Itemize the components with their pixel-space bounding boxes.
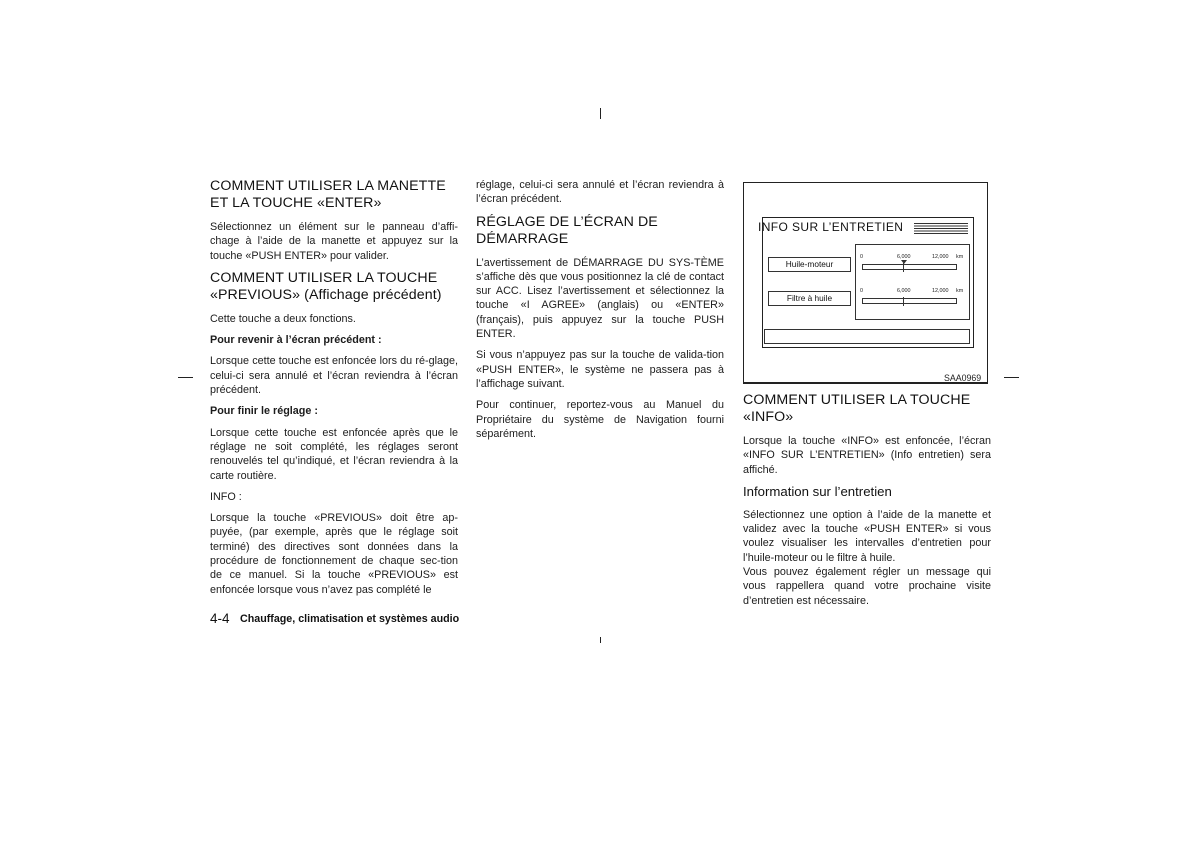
column-right — [743, 392, 991, 615]
huile-moteur-button: Huile-moteur — [768, 257, 851, 272]
right-crop-mark — [1004, 377, 1019, 378]
heading-previous: COMMENT UTILISER LA TOUCHE «PREVIOUS» (Affichage précédent) — [210, 269, 442, 303]
paragraph-continuation: réglage, celui-ci sera annulé et l’écran reviendra à l’écran précédent. — [476, 179, 724, 206]
message-box — [764, 329, 970, 344]
paragraph-continuer: Pour continuer, reportez-vous au Manuel du Propriétaire du système de Navigation fourni séparément. — [476, 399, 724, 440]
paragraph-avertissement: L’avertissement de DÉMARRAGE DU SYS-TÈME s’affiche dès que vous positionnez la clé de contact sur ACC. Lisez l’avertissement et sélectionnez la touche «I AGREE» (anglais) ou «ENTER» (français), puis appuyez sur la touche PUSH ENTER. — [476, 256, 724, 341]
figure-id: SAA0969 — [944, 373, 982, 383]
paragraph-fonctions: Cette touche a deux fonctions. — [210, 312, 356, 325]
paragraph-info: Lorsque la touche «PREVIOUS» doit être ap-puyée, (par exemple, après que le réglage soit terminé) des directives sont données dans la procédure de fonctionnement de chaque sec-tion de ce manuel. Si la touche «PREVIOUS» est enfoncée lorsque vous n’avez pas complété le — [210, 512, 458, 596]
scale2-unit: km — [956, 288, 964, 294]
column-middle — [476, 178, 724, 448]
filtre-huile-button: Filtre à huile — [768, 291, 851, 306]
column-left — [210, 178, 458, 597]
scale2-tick-12000: 12,000 — [932, 288, 949, 294]
scale1-tick-12000: 12,000 — [932, 254, 949, 260]
scale2-tick-0: 0 — [860, 288, 863, 294]
top-crop-mark — [600, 108, 601, 119]
scale1-bar — [862, 264, 957, 270]
section-title: Chauffage, climatisation et systèmes audio — [240, 613, 460, 625]
bottom-crop-mark — [600, 637, 601, 643]
heading-info: COMMENT UTILISER LA TOUCHE «INFO» — [743, 392, 971, 425]
interval-panel — [855, 244, 970, 320]
subheading-revenir: Pour revenir à l’écran précédent : — [210, 334, 382, 347]
heading-demarrage: RÉGLAGE DE L’ÉCRAN DE DÉMARRAGE — [476, 213, 658, 247]
scale1-tick-0: 0 — [860, 254, 863, 260]
left-crop-mark — [178, 377, 193, 378]
heading-entretien: Information sur l’entretien — [743, 483, 892, 499]
page-number: 4-4 — [210, 611, 230, 626]
screen-title: INFO SUR L’ENTRETIEN — [758, 220, 904, 234]
paragraph-finir: Lorsque cette touche est enfoncée après que le réglage ne soit complété, les réglages seront renouvelés tel qu’indiqué, et l’écran reviendra à la carte routière. — [210, 426, 458, 482]
paragraph-info-touche: Lorsque la touche «INFO» est enfoncée, l’écran «INFO SUR L’ENTRETIEN» (Info entretien) sera affiché. — [743, 435, 991, 476]
info-label: INFO : — [210, 490, 242, 503]
scale1-unit: km — [956, 254, 964, 260]
subheading-finir: Pour finir le réglage : — [210, 405, 318, 418]
figure-caption-rule — [743, 383, 988, 384]
scale2-bar — [862, 298, 957, 304]
paragraph-message: Vous pouvez également régler un message qui vous rappellera quand votre prochaine visite d’entretien est nécessaire. — [743, 566, 991, 607]
scale1-bar-mark — [903, 263, 904, 272]
paragraph-selection: Sélectionnez une option à l’aide de la manette et validez avec la touche «PUSH ENTER» si vous voulez visualiser les intervalles d’entretien pour l’huile-moteur ou le filtre à huile. — [743, 508, 991, 564]
heading-manette: COMMENT UTILISER LA MANETTE ET LA TOUCHE «ENTER» — [210, 178, 446, 211]
scale1-tick-6000: 6,000 — [897, 254, 911, 260]
figure-info-screen — [743, 182, 988, 383]
paragraph-revenir: Lorsque cette touche est enfoncée lors du ré-glage, celui-ci sera annulé et l’écran reviendra à l’écran précédent. — [210, 355, 458, 397]
scale2-tick-6000: 6,000 — [897, 288, 911, 294]
scale2-bar-mark — [903, 297, 904, 306]
paragraph-manette: Sélectionnez un élément sur le panneau d’affi-chage à l’aide de la manette et appuyez sur la touche «PUSH ENTER» pour valider. — [210, 221, 458, 262]
paragraph-validation: Si vous n’appuyez pas sur la touche de valida-tion «PUSH ENTER», le système ne passera pas à l’affichage suivant. — [476, 349, 724, 390]
